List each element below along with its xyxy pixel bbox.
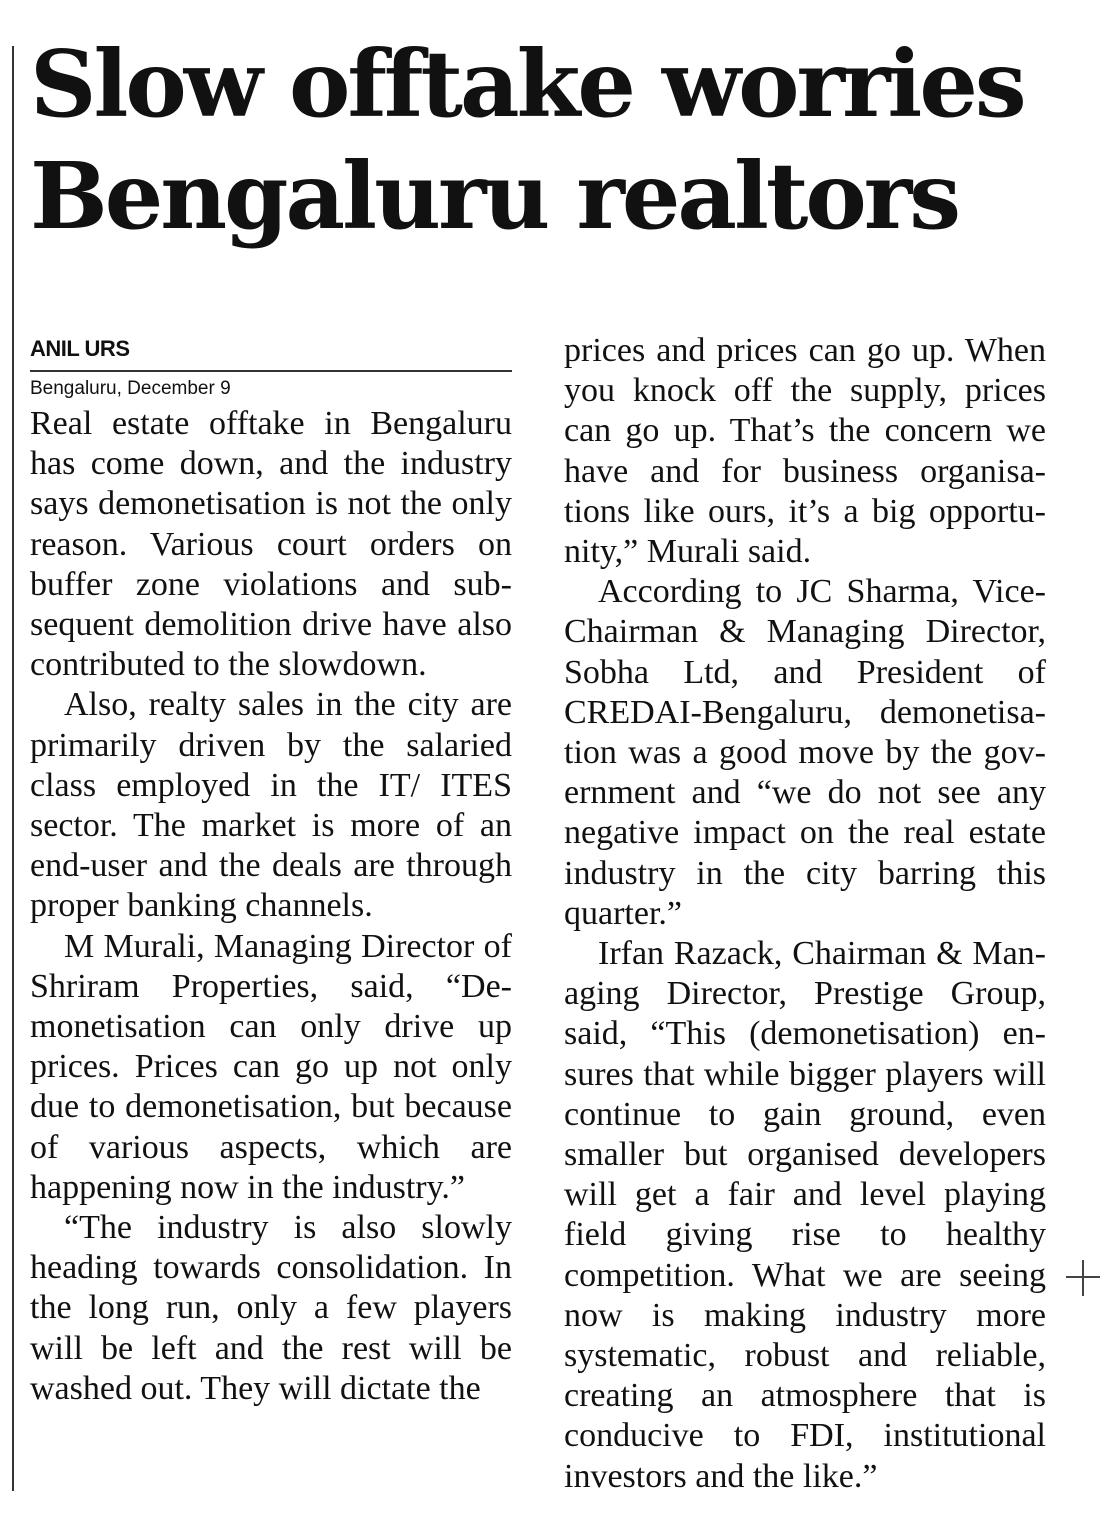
headline [30, 28, 1080, 252]
headline-line-2: Bengaluru realtors [30, 142, 959, 250]
headline-line-1: Slow offtake worries [30, 30, 1024, 138]
right-column [564, 331, 1046, 1497]
left-column [30, 328, 512, 1409]
paragraph: “The industry is also slowly heading towards consolidation. In the long run, only a few players will be left and the rest will be washed out. They will dictate the [30, 1209, 512, 1407]
crop-mark [1082, 1260, 1084, 1296]
dateline: Bengaluru, December 9 [30, 378, 231, 399]
paragraph: prices and prices can go up. When you knock off the supply, prices can go up. That’s the concern we have and for business organisations like ours, it’s a big opportunity,” Murali said. [564, 332, 1046, 571]
paragraph: M Murali, Managing Director of Shriram Properties, said, “Demonetisation can only drive up prices. Prices can go up not only due to demonetisation, but because of various aspects, which are happening now in the industry.” [30, 927, 512, 1206]
paragraph: Also, realty sales in the city are primarily driven by the salaried class employed in the IT/ ITES sector. The market is more of an end-user and the deals are through proper banking channels. [30, 686, 512, 925]
paragraph: Irfan Razack, Chairman & Managing Director, Prestige Group, said, “This (demonetisation) ensures that while bigger players will continue to gain ground, even smaller but organised developers will get a fair and level playing field giving rise to healthy competition. What we are seeing now is making industry more systematic, robust and reliable, creating an atmosphere that is conducive to FDI, institutional investors and the like.” [564, 935, 1046, 1495]
paragraph: Real estate offtake in Bengaluru has come down, and the industry says demonetisation is not the only reason. Various court orders on buffer zone violations and subsequent demolition drive have also contributed to the slowdown. [30, 405, 512, 684]
byline: ANIL URS [30, 328, 512, 372]
column-rule [12, 46, 14, 1491]
paragraph: According to JC Sharma, Vice-Chairman & Managing Director, Sobha Ltd, and President of CREDAI-Bengaluru, demonetisation was a good move by the government and “we do not see any negative impact on the real estate industry in the city barring this quarter.” [564, 573, 1046, 932]
